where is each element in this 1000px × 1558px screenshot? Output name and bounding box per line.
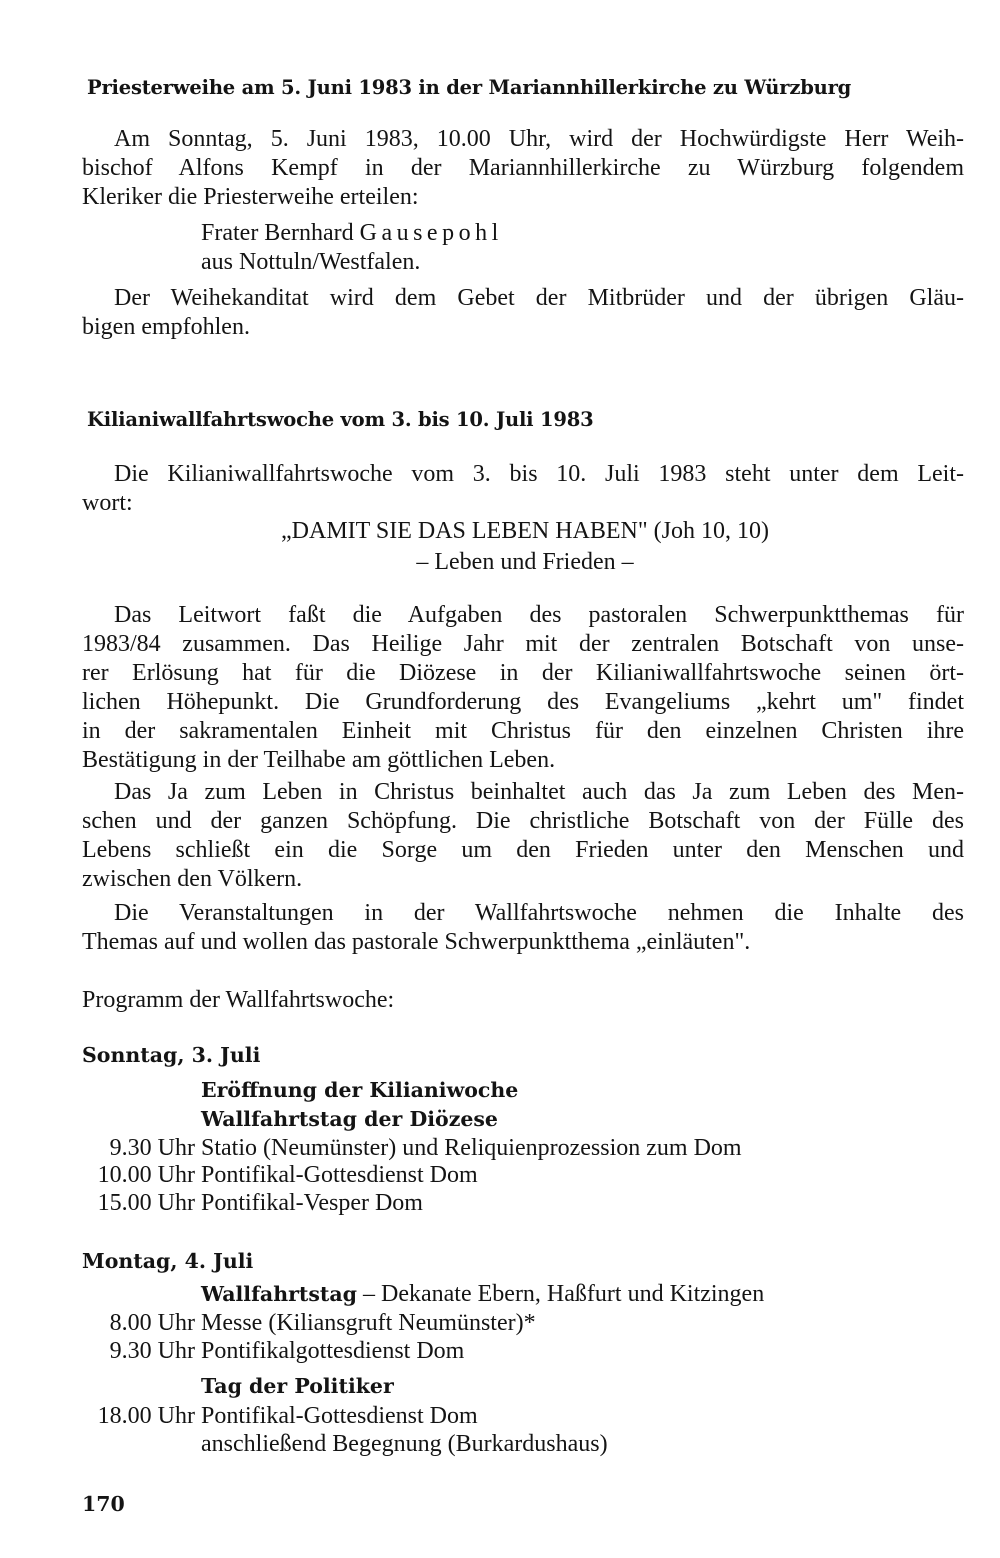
event-text: Statio (Neumünster) und Reliquienprozession zum Dom [201, 1135, 742, 1161]
event-text: Pontifikal-Gottesdienst Dom [201, 1403, 478, 1429]
s2-para1-line4: lichen Höhepunkt. Die Grundforderung des Evangeliums „kehrt um" findet [82, 689, 964, 715]
s2-para1-line6: Bestätigung in der Teilhabe am göttlichen Leben. [82, 747, 556, 773]
event-text: Pontifikal-Vesper Dom [201, 1190, 423, 1216]
monday-title-rest: – Dekanate Ebern, Haßfurt und Kitzingen [357, 1281, 765, 1307]
sunday-day: Sonntag, 3. Juli [82, 1043, 261, 1067]
program-label: Programm der Wallfahrtswoche: [82, 987, 395, 1013]
ordinand-name [201, 220, 503, 247]
monday-title [201, 1281, 764, 1308]
s2-para2-line2: schen und der ganzen Schöpfung. Die christliche Botschaft von der Fülle des [82, 808, 964, 834]
s2-para1-line3: rer Erlösung hat für die Diözese in der Kilianiwallfahrtswoche seinen ört- [82, 660, 964, 686]
event-time: 18.00 Uhr [97, 1403, 195, 1429]
s2-para1-line1: Das Leitwort faßt die Aufgaben des pastoralen Schwerpunktthemas für [114, 602, 964, 628]
event-text: Pontifikal-Gottesdienst Dom [201, 1162, 478, 1188]
name-prefix: Frater Bernhard [201, 220, 360, 246]
s2-para3-line1: Die Veranstaltungen in der Wallfahrtswoche nehmen die Inhalte des [114, 900, 964, 926]
event-time: 9.30 Uhr [109, 1338, 195, 1364]
s1-para1-line2: bischof Alfons Kempf in der Mariannhillerkirche zu Würzburg folgendem [82, 155, 964, 181]
s2-para1-line2: 1983/84 zusammen. Das Heilige Jahr mit der zentralen Botschaft von unse- [82, 631, 964, 657]
s2-para1-line5: in der sakramentalen Einheit mit Christus für den einzelnen Christen ihre [82, 718, 964, 744]
surname: Gausepohl [359, 220, 503, 246]
s2-para2-line1: Das Ja zum Leben in Christus beinhaltet auch das Ja zum Leben des Men- [114, 779, 964, 805]
s1-para2-line1: Der Weihekanditat wird dem Gebet der Mitbrüder und der übrigen Gläu- [114, 285, 964, 311]
monday-title-bold: Wallfahrtstag [201, 1282, 358, 1306]
event-time: 9.30 Uhr [109, 1135, 195, 1161]
s1-para2-line2: bigen empfohlen. [82, 314, 250, 340]
s1-para1-line1: Am Sonntag, 5. Juni 1983, 10.00 Uhr, wird der Hochwürdigste Herr Weih- [114, 126, 964, 152]
event-text: Messe (Kiliansgruft Neumünster)* [201, 1310, 536, 1336]
event-time: 8.00 Uhr [109, 1310, 195, 1336]
event-text-continued: anschließend Begegnung (Burkardushaus) [201, 1431, 608, 1457]
s2-para3-line2: Themas auf und wollen das pastorale Schwerpunktthema „einläuten". [82, 929, 751, 955]
event-text: Pontifikalgottesdienst Dom [201, 1338, 465, 1364]
s2-intro-line2: wort: [82, 490, 133, 516]
sunday-title1: Eröffnung der Kilianiwoche [201, 1078, 519, 1102]
monday-day: Montag, 4. Juli [82, 1249, 254, 1273]
event-time: 15.00 Uhr [97, 1190, 195, 1216]
priesterweihe-heading: Priesterweihe am 5. Juni 1983 in der Mariannhillerkirche zu Würzburg [87, 76, 852, 99]
submotto: – Leben und Frieden – [416, 549, 634, 575]
motto: „DAMIT SIE DAS LEBEN HABEN" (Joh 10, 10) [281, 518, 769, 544]
event-time: 10.00 Uhr [97, 1162, 195, 1188]
kiliani-heading: Kilianiwallfahrtswoche vom 3. bis 10. Juli 1983 [87, 408, 594, 431]
monday-title3: Tag der Politiker [201, 1374, 394, 1398]
sunday-title2: Wallfahrtstag der Diözese [201, 1107, 498, 1131]
page-number: 170 [82, 1492, 125, 1516]
s1-para1-line3: Kleriker die Priesterweihe erteilen: [82, 184, 419, 210]
s2-intro-line1: Die Kilianiwallfahrtswoche vom 3. bis 10. Juli 1983 steht unter dem Leit- [114, 461, 964, 487]
s2-para2-line3: Lebens schließt ein die Sorge um den Frieden unter den Menschen und [82, 837, 964, 863]
ordinand-origin: aus Nottuln/Westfalen. [201, 249, 421, 275]
s2-para2-line4: zwischen den Völkern. [82, 866, 303, 892]
